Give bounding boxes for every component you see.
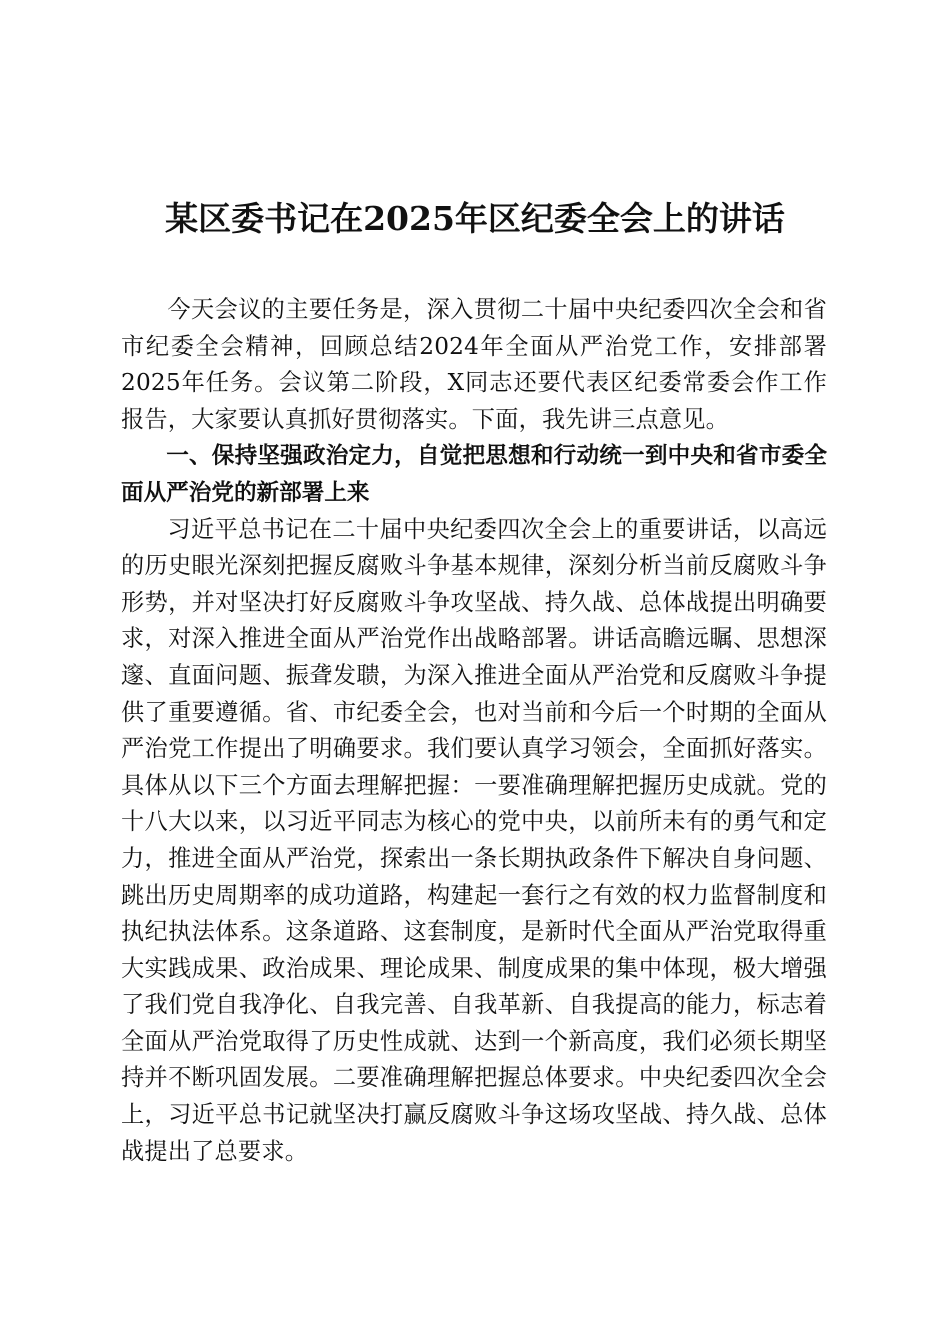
document-body [121,292,827,1170]
document-title: 某区委书记在2025年区纪委全会上的讲话 [165,199,785,238]
section-1-paragraph: 习近平总书记在二十届中央纪委四次全会上的重要讲话，以高远的历史眼光深刻把握反腐败斗争基本规律，深刻分析当前反腐败斗争形势，并对坚决打好反腐败斗争攻坚战、持久战、总体战提出明确要求，对深入推进全面从严治党作出战略部署。讲话高瞻远瞩、思想深邃、直面问题、振聋发聩，为深入推进全面从严治党和反腐败斗争提供了重要遵循。省、市纪委全会，也对当前和今后一个时期的全面从严治党工作提出了明确要求。我们要认真学习领会，全面抓好落实。具体从以下三个方面去理解把握：一要准确理解把握历史成就。党的十八大以来，以习近平同志为核心的党中央，以前所未有的勇气和定力，推进全面从严治党，探索出一条长期执政条件下解决自身问题、跳出历史周期率的成功道路，构建起一套行之有效的权力监督制度和执纪执法体系。这条道路、这套制度，是新时代全面从严治党取得重大实践成果、政治成果、理论成果、制度成果的集中体现，极大增强了我们党自我净化、自我完善、自我革新、自我提高的能力，标志着全面从严治党取得了历史性成就、达到一个新高度，我们必须长期坚持并不断巩固发展。二要准确理解把握总体要求。中央纪委四次全会上，习近平总书记就坚决打赢反腐败斗争这场攻坚战、持久战、总体战提出了总要求。 [121,515,827,1165]
intro-paragraph: 今天会议的主要任务是，深入贯彻二十届中央纪委四次全会和省市纪委全会精神，回顾总结2024年全面从严治党工作，安排部署2025年任务。会议第二阶段，X同志还要代表区纪委常委会作工作报告，大家要认真抓好贯彻落实。下面，我先讲三点意见。 [121,296,827,433]
section-heading-1: 一、保持坚强政治定力，自觉把思想和行动统一到中央和省市委全面从严治党的新部署上来 [121,443,827,506]
